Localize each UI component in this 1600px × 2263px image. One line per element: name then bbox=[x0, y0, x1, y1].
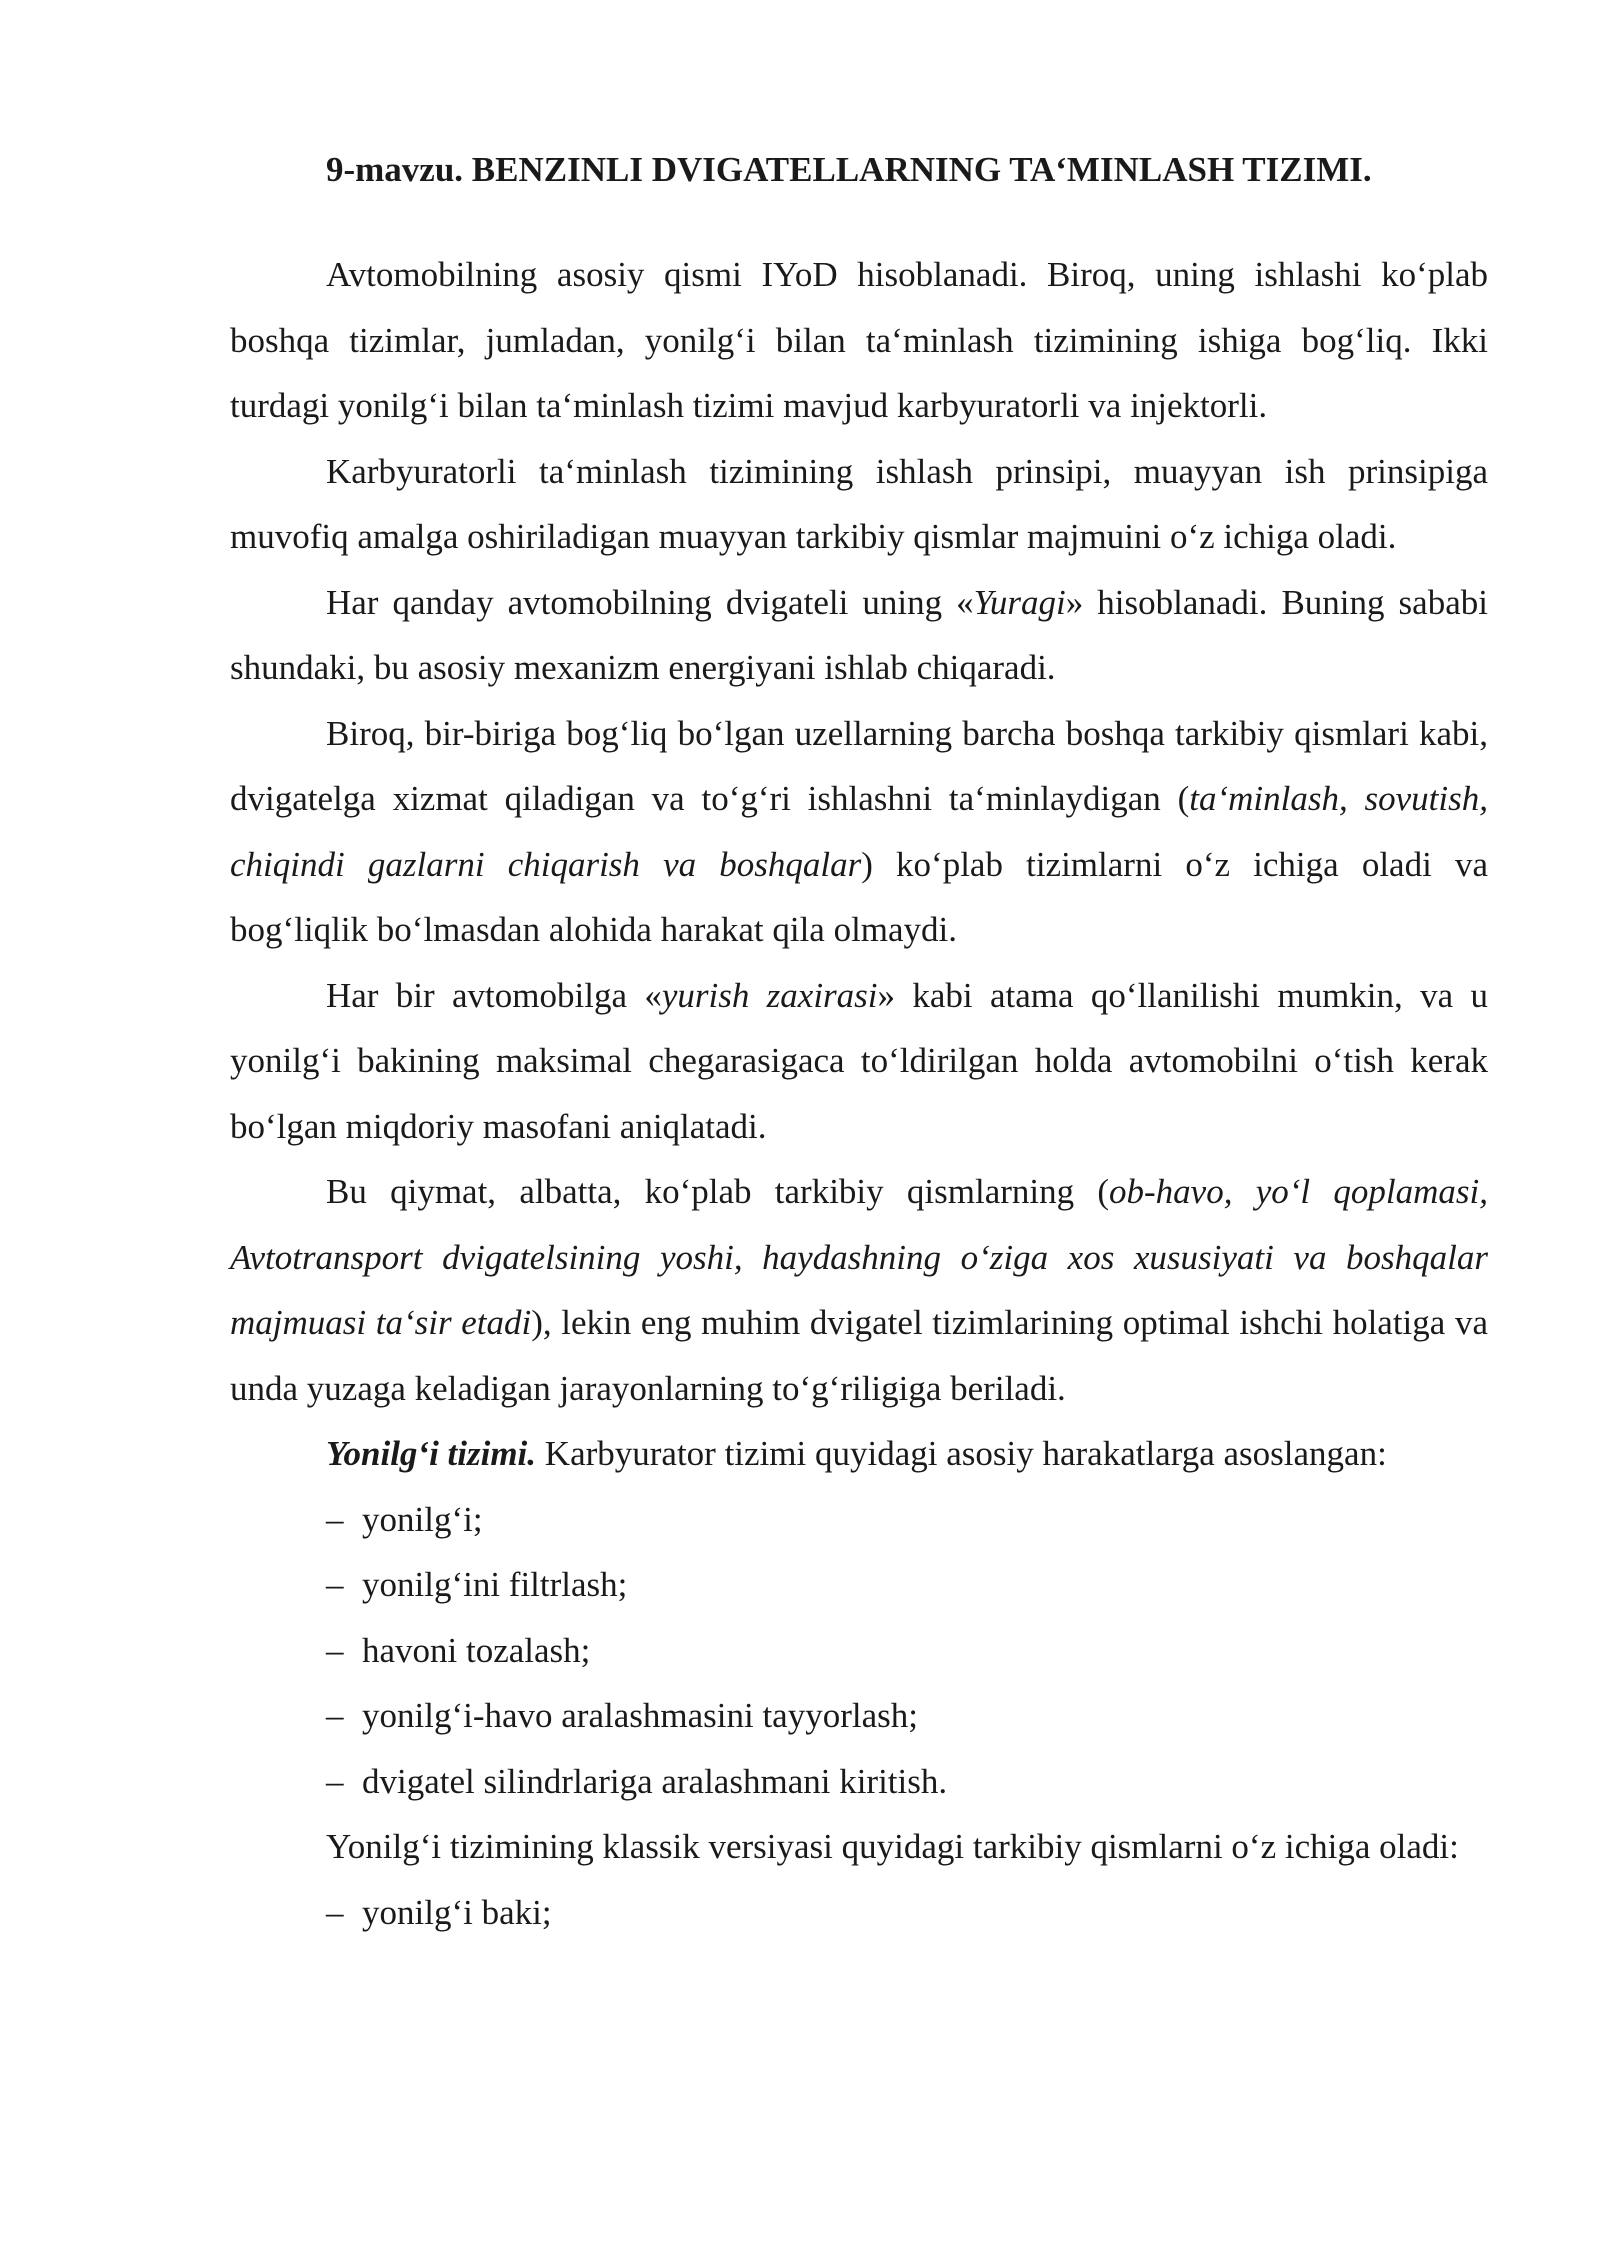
paragraph-7-text: Karbyurator tizimi quyidagi asosiy harakatlarga asoslangan: bbox=[536, 1434, 1387, 1473]
list-item-text: yonilg‘i baki; bbox=[362, 1892, 552, 1932]
paragraph-1: Avtomobilning asosiy qismi IYoD hisoblanadi. Biroq, uning ishlashi ko‘plab boshqa tizimlar, jumladan, yonilg‘i bilan ta‘minlash tizimining ishiga bog‘liq. Ikki turdagi yonilg‘i bilan ta‘minlash tizimi mavjud karbyuratorli va injektorli. bbox=[230, 255, 1488, 425]
list-item bbox=[230, 1487, 1488, 1553]
list-item bbox=[230, 1552, 1488, 1618]
paragraph-4-text-a: Biroq, bir-biriga bog‘liq bo‘lgan uzellarning barcha boshqa tarkibiy qismlari kabi, dvigatelga xizmat qiladigan va to‘g‘ri ishlashni ta‘minlaydigan ( bbox=[230, 713, 1488, 818]
list-item bbox=[230, 1683, 1488, 1749]
dash-bullet: – bbox=[326, 1565, 344, 1604]
paragraph-4-text-c: ) ko‘plab tizimlarni o‘z ichiga oladi va bog‘liqlik bo‘lmasdan alohida harakat qila olmaydi. bbox=[230, 844, 1488, 949]
list-item-text: havoni tozalash; bbox=[362, 1630, 591, 1670]
document-body bbox=[230, 242, 1488, 1945]
paragraph-3-text-c: » hisoblanadi. Buning sababi shundaki, bu asosiy mexanizm energiyani ishlab chiqaradi. bbox=[230, 582, 1488, 687]
dash-bullet: – bbox=[326, 1499, 344, 1539]
list-item-text: yonilg‘ini filtrlash; bbox=[362, 1565, 628, 1604]
list-1 bbox=[230, 1487, 1488, 1815]
paragraph-2: Karbyuratorli ta‘minlash tizimining ishlash prinsipi, muayyan ish prinsipiga muvofiq amalga oshiriladigan muayyan tarkibiy qismlar majmuini o‘z ichiga oladi. bbox=[230, 451, 1488, 556]
dash-bullet: – bbox=[326, 1892, 344, 1932]
dash-bullet: – bbox=[326, 1630, 344, 1670]
paragraph-5-text-a: Har bir avtomobilga « bbox=[326, 975, 662, 1015]
paragraph-3 bbox=[230, 570, 1488, 701]
paragraph-6 bbox=[230, 1159, 1488, 1421]
list-item-text: yonilg‘i-havo aralashmasini tayyorlash; bbox=[362, 1696, 918, 1735]
paragraph-5-emphasis: yurish zaxirasi bbox=[661, 975, 878, 1015]
paragraph-5-text-c: » kabi atama qo‘llanilishi mumkin, va u yonilg‘i bakining maksimal chegarasigaca to‘ldirilgan holda avtomobilni o‘tish kerak bo‘lgan miqdoriy masofani aniqlatadi. bbox=[230, 975, 1488, 1146]
document-title: 9-mavzu. BENZINLI DVIGATELLARNING TA‘MINLASH TIZIMI. bbox=[326, 150, 1372, 189]
list-2 bbox=[230, 1880, 1488, 1946]
paragraph-3-text-a: Har qanday avtomobilning dvigateli uning « bbox=[326, 582, 974, 622]
paragraph-6-text-a: Bu qiymat, albatta, ko‘plab tarkibiy qismlarning ( bbox=[326, 1172, 1110, 1211]
list-item bbox=[230, 1749, 1488, 1815]
list-item-text: dvigatel silindrlariga aralashmani kiritish. bbox=[362, 1761, 948, 1801]
list-item bbox=[230, 1618, 1488, 1684]
paragraph-3-emphasis: Yuragi bbox=[973, 582, 1066, 622]
paragraph-6-text-c: ), lekin eng muhim dvigatel tizimlarining optimal ishchi holatiga va unda yuzaga keladigan jarayonlarning to‘g‘riligiga beriladi. bbox=[230, 1303, 1488, 1408]
paragraph-8: Yonilg‘i tizimining klassik versiyasi quyidagi tarkibiy qismlarni o‘z ichiga oladi: bbox=[326, 1827, 1459, 1866]
paragraph-4 bbox=[230, 701, 1488, 963]
paragraph-6-emphasis: ob-havo, yo‘l qoplamasi, Avtotransport dvigatelsining yoshi, haydashning o‘ziga xos xususiyati va boshqalar majmuasi ta‘sir etadi bbox=[230, 1172, 1488, 1342]
list-item-text: yonilg‘i; bbox=[362, 1499, 483, 1539]
section-heading-fuel-system: Yonilg‘i tizimi. bbox=[326, 1434, 537, 1473]
paragraph-4-emphasis: ta‘minlash, sovutish, chiqindi gazlarni chiqarish va boshqalar bbox=[230, 779, 1488, 884]
paragraph-7 bbox=[230, 1421, 1488, 1487]
paragraph-5 bbox=[230, 963, 1488, 1160]
list-item bbox=[230, 1880, 1488, 1946]
dash-bullet: – bbox=[326, 1696, 344, 1735]
dash-bullet: – bbox=[326, 1761, 344, 1801]
